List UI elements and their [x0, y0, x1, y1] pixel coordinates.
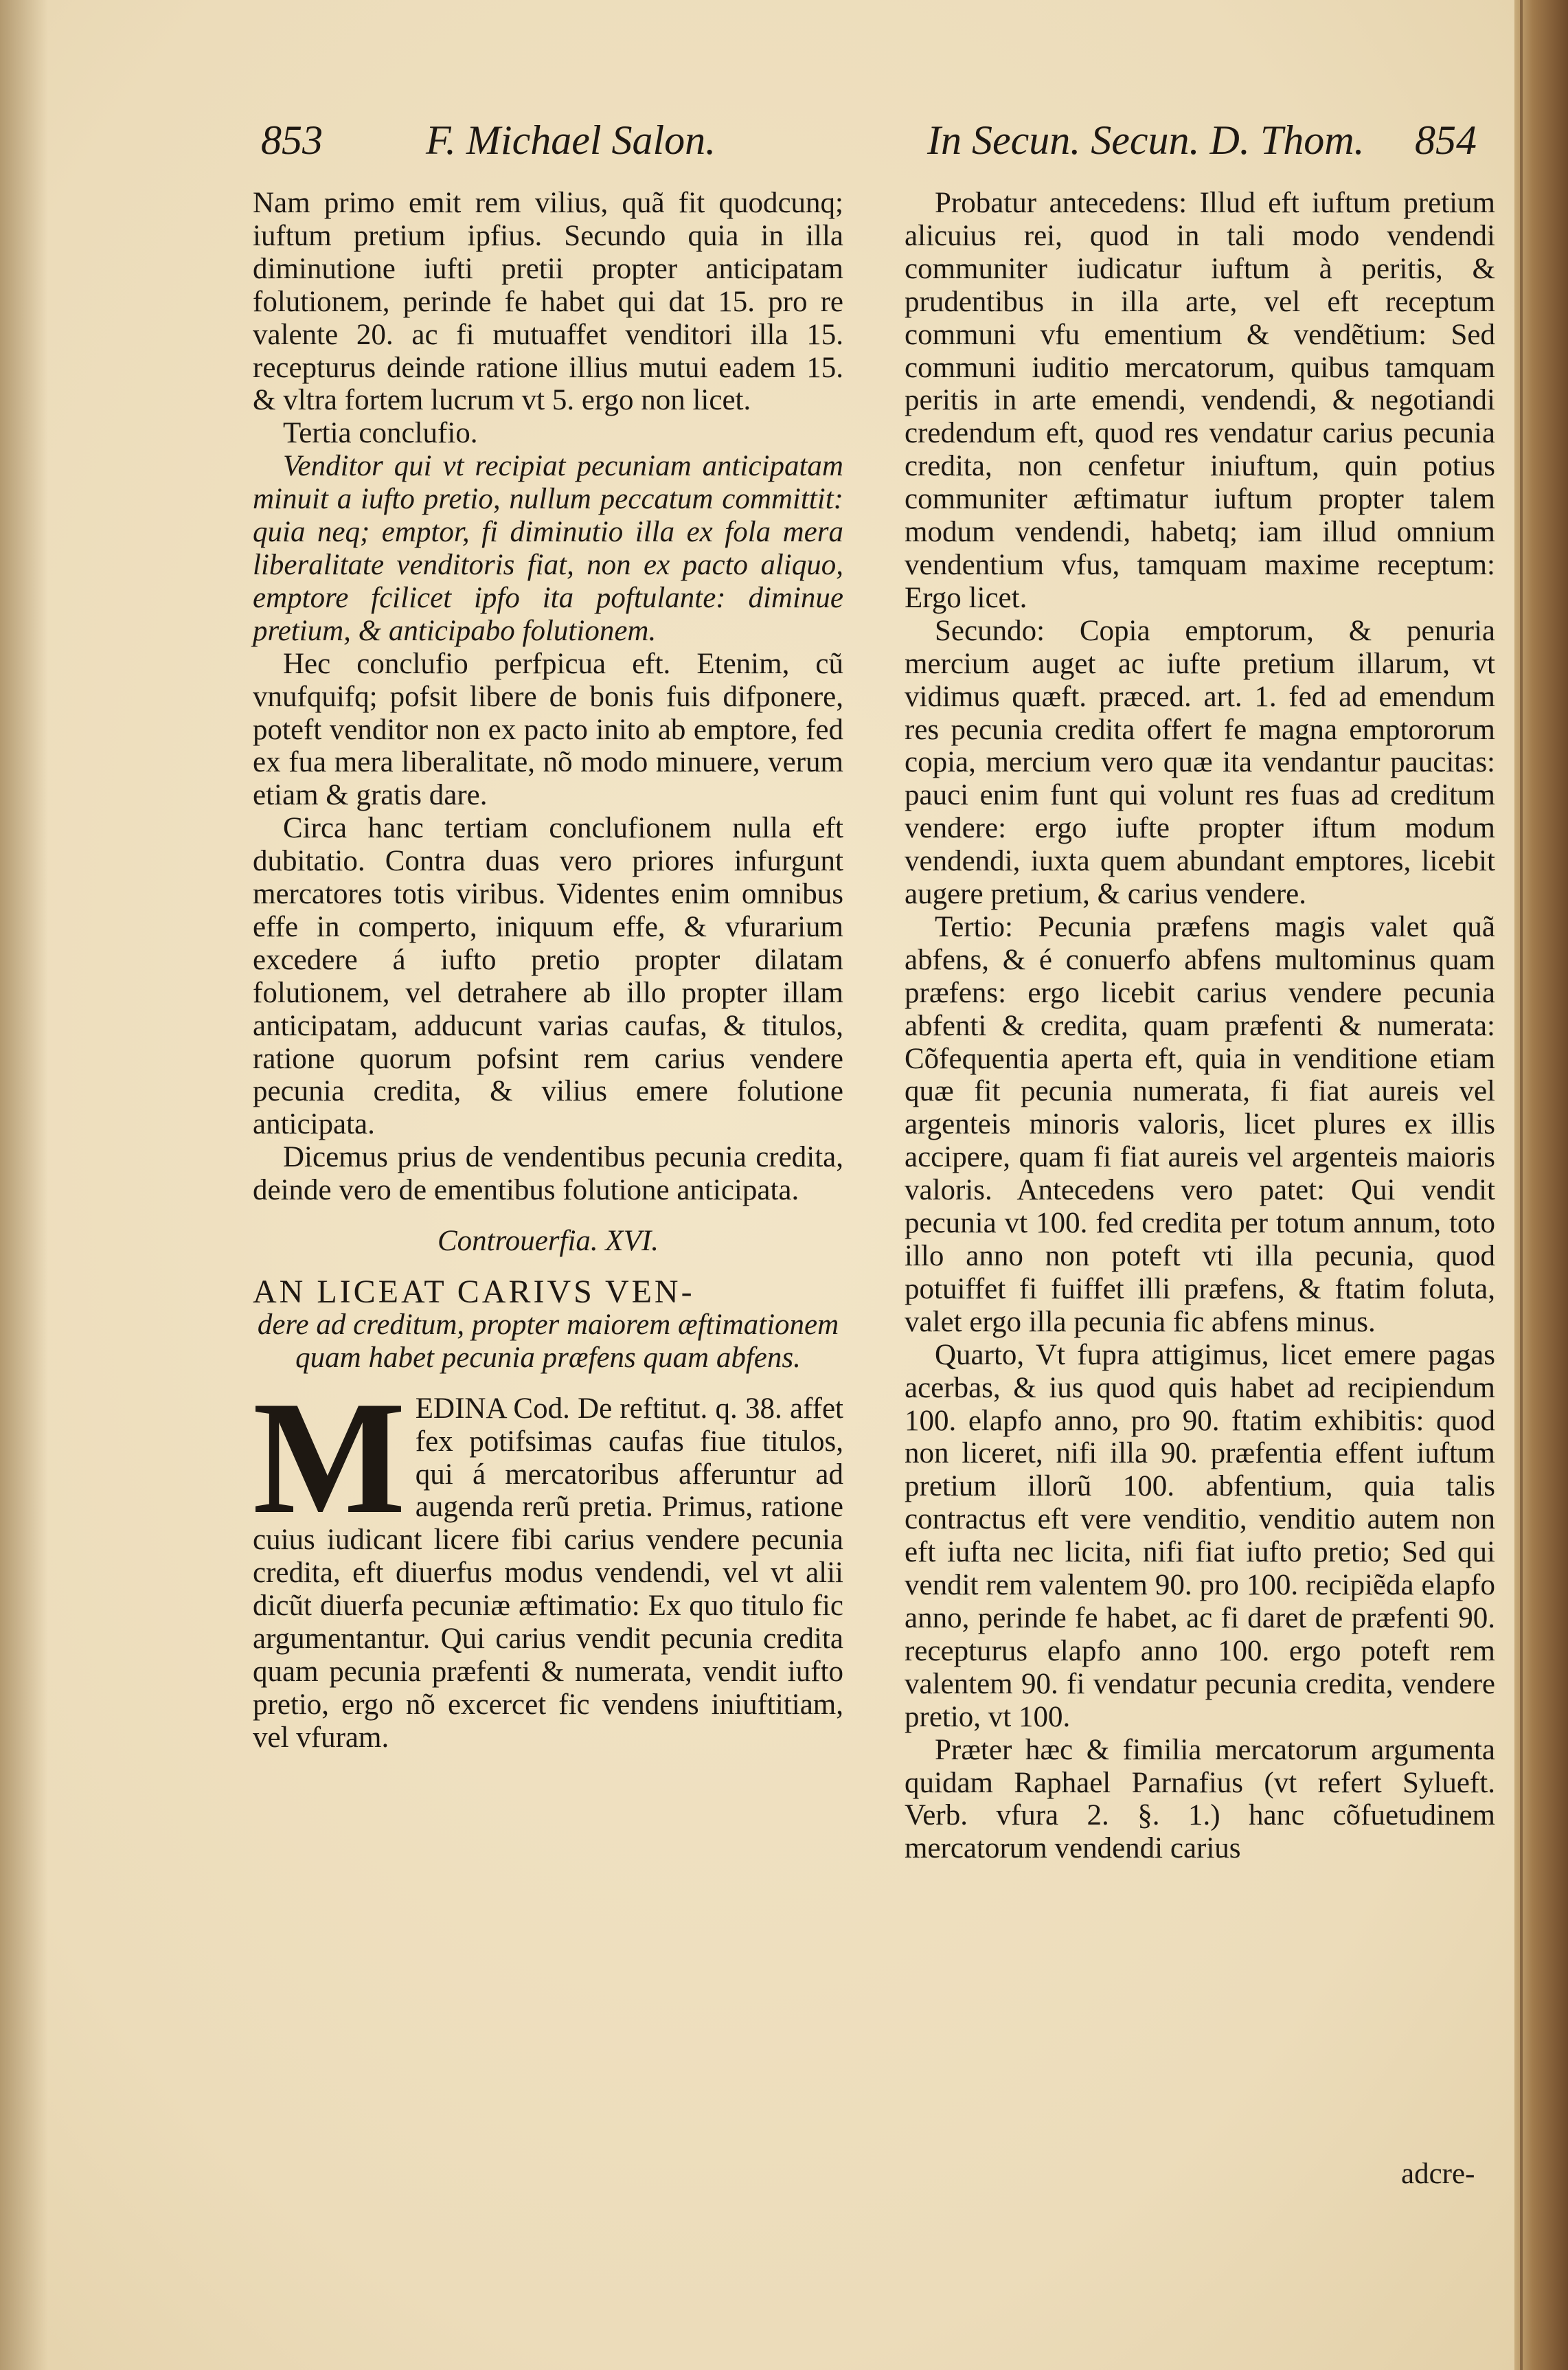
- paragraph: Præter hæc & fimilia mercatorum argumenta quidam Raphael Parnafius (vt refert Sylueft. Verb. vfura 2. §. 1.) hanc cõfuetudinem mercatorum vendendi carius: [905, 1733, 1495, 1865]
- paragraph: Quarto, Vt fupra attigimus, licet emere pagas acerbas, & ius quod quis habet ad recipiendum 100. elapfo anno, pro 90. ftatim exhibitis: quod non liceret, nifi illa 90. præfentia effent iuftum pretium illorũ 100. abfentium, quia talis contractus eft vere venditio, venditio autem non eft iufta nec licita, nifi fiat iufto pretio; Sed qui vendit rem valentem 90. pro 100. recipiẽda elapfo anno, perinde fe habet, ac fi daret de præfenti 90. recepturus elapfo anno 100. ergo poteft rem valentem 90. fi vendatur pecunia credita, vendere pretio, vt 100.: [905, 1338, 1495, 1733]
- paragraph-with-initial: [253, 1368, 843, 1754]
- page-number-right: 854: [1415, 117, 1477, 163]
- paragraph: Circa hanc tertiam conclufionem nulla eft dubitatio. Contra duas vero priores infurgunt mercatores totis viribus. Videntes enim omnibus effe in comperto, iniquum effe, & vfurarium excedere á iufto pretio propter dilatam folutionem, vel detrahere ab illo propter illam anticipatam, adducunt varias caufas, & titulos, ratione quorum pofsint rem carius vendere pecunia credita, & vilius emere folutione anticipata.: [253, 812, 843, 1141]
- controversy-heading: Controuerfia. XVI.: [437, 1225, 659, 1258]
- paragraph: Secundo: Copia emptorum, & penuria mercium auget ac iufte pretium illarum, vt vidimus quæft. præced. art. 1. fed ad emendum res pecunia credita offert fe magna emptororum copia, mercium vero quæ ita vendantur paucitas: pauci enim funt qui volunt res fuas ad creditum vendere: ergo iufte propter iftum modum vendendi, iuxta quem abundant emptores, licebit augere pretium, & carius vendere.: [905, 614, 1495, 911]
- question-title-caps: AN LICEAT CARIVS VEN-: [253, 1274, 695, 1310]
- paragraph: Dicemus prius de vendentibus pecunia credita, deinde vero de ementibus folutione anticipata.: [253, 1141, 843, 1207]
- question-title: dere ad creditum, propter maiorem æftimationem quam habet pecunia præfens quam abfens.: [257, 1308, 839, 1374]
- paragraph: Probatur antecedens: Illud eft iuftum pretium alicuius rei, quod in tali modo vendendi communiter iudicatur iuftum à peritis, & prudentibus in illa arte, vel eft receptum communi vfu ementium & vendẽtium: Sed communi iuditio mercatorum, quibus tamquam peritis in arte emendi, vendendi, & negotiandi credendum eft, quod res vendatur carius pecunia credita, non cenfetur iniuftum, quin potius communiter æftimatur iuftum propter talem modum vendendi, habetq; iam illud omnium vendentium vfus, tamquam maxime receptum: Ergo licet.: [905, 187, 1495, 614]
- running-title-left: F. Michael Salon.: [426, 117, 716, 163]
- conclusion-text: Venditor qui vt recipiat pecuniam anticipatam minuit a iufto pretio, nullum peccatum committit: quia neq; emptor, fi diminutio illa ex fola mera liberalitate venditoris fiat, non ex pacto aliquo, emptore fcilicet ipfo ita poftulante: diminue pretium, & anticipabo folutionem.: [253, 450, 843, 647]
- running-header: [227, 110, 1497, 172]
- paragraph-text: EDINA Cod. De reftitut. q. 38. affet fex potifsimas caufas fiue titulos, qui á mercatoribus afferuntur ad augenda rerũ pretia. Primus, ratione cuius iudicant licere fibi carius vendere pecunia credita, eft diuerfus modus vendendi, vel vt alii dicũt diuerfa pecuniæ æftimatio: Ex quo titulo fic argumentantur. Qui carius vendit pecunia credita quam pecunia præfenti & numerata, vendit iufto pretio, ergo nõ excercet fic vendens iniuftitiam, vel vfuram.: [253, 1392, 843, 1754]
- page-number-left: 853: [261, 117, 323, 163]
- catchword: adcre-: [1401, 2158, 1475, 2190]
- conclusion-label: Tertia conclufio.: [283, 417, 478, 450]
- gutter-shadow: [0, 0, 48, 2370]
- left-column: [253, 187, 843, 1754]
- paragraph: Hec conclufio perfpicua eft. Etenim, cũ vnufquifq; pofsit libere de bonis fuis difponere, poteft venditor non ex pacto inito ab emptore, fed ex fua mera liberalitate, nõ modo minuere, verum etiam & gratis dare.: [253, 647, 843, 812]
- paragraph: Tertio: Pecunia præfens magis valet quã abfens, & é conuerfo abfens multominus quam præfens: ergo licebit carius vendere pecunia abfenti & credita, quam præfenti & numerata: Cõfequentia aperta eft, quia in venditione etiam quæ fit pecunia numerata, fi fiat aureis vel argenteis minoris valoris, licet plures ex illis accipere, quam fi fiat aureis vel argenteis maioris valoris. Antecedens vero patet: Qui vendit pecunia vt 100. fed credita per totum annum, toto illo anno non poteft vti illa pecunia, quod potuiffet fi fuiffet illi præfens, & ftatim foluta, valet ergo illa pecunia fic abfens minus.: [905, 910, 1495, 1338]
- drop-cap-initial: M: [253, 1368, 406, 1548]
- right-column: [905, 187, 1495, 1865]
- page-edge: [1514, 0, 1568, 2370]
- paragraph: Nam primo emit rem vilius, quã fit quodcunq; iuftum pretium ipfius. Secundo quia in illa diminutione iufti pretii propter anticipatam folutionem, perinde fe habet qui dat 15. pro re valente 20. ac fi mutuaffet venditori illa 15. recepturus deinde ratione illius mutui eadem 15. & vltra fortem lucrum vt 5. ergo non licet.: [253, 187, 843, 417]
- running-title-right: In Secun. Secun. D. Thom.: [927, 117, 1365, 163]
